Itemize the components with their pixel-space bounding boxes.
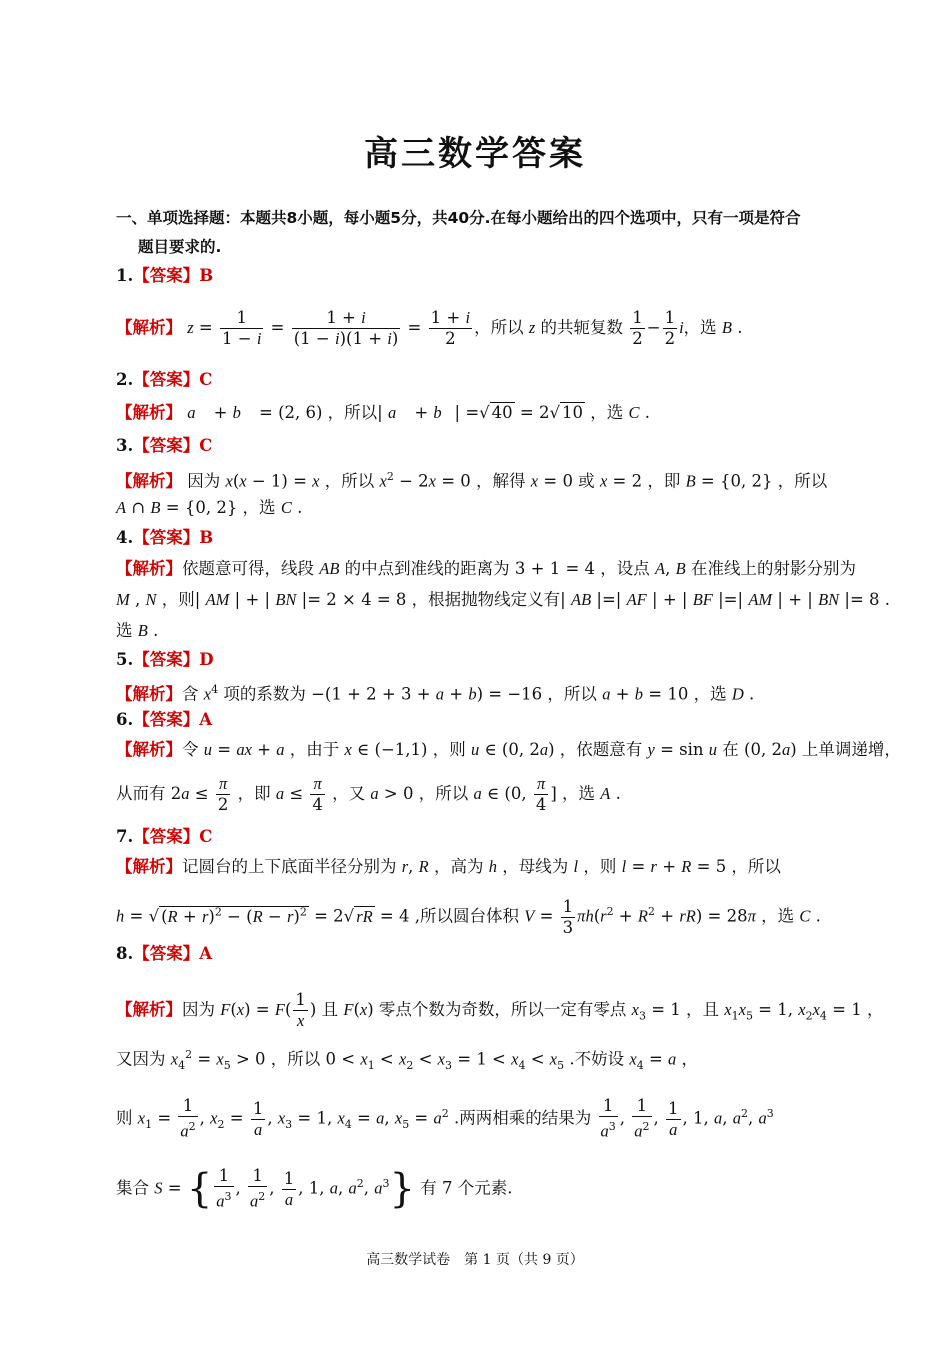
q5-analysis: 【解析】含 $x^4$ 项的系数为 −(1 + 2 + 3 + a + b) = −16 ，所以 a + b = 10 ，选 D .	[116, 683, 755, 704]
q1-answer-line	[116, 265, 836, 287]
q1-analysis: 【解析】 z = $\frac{1}{1 - i}$ = $\frac{1 + i}{(1 - i)(1 + i)}$ = $\frac{1 + i}{2}$ ，所以 z 的共轭复数 $\frac{1}{2}$ − $\frac{1}{2}$ i，选 B .	[116, 308, 743, 348]
q6-answer: A	[199, 710, 213, 729]
q8-answer-line: 8.【答案】A	[116, 944, 213, 963]
q4-analysis-cont: M , N ，则| AM | + | BN |= 2 × 4 = 8 ，根据抛物线定义有| AB |=| AF | + | BF |=| AM | + | BN |= 8 .	[116, 590, 891, 609]
q8-answer: A	[199, 944, 213, 963]
section-heading: 一、单项选择题：本题共8小题，每小题5分，共40分.在每小题给出的四个选项中，只有一项是符合	[116, 209, 801, 227]
q6-analysis-cont: 从而有 2a ≤ $\frac{\pi}{2}$ ，即 a ≤ $\frac{\pi}{4}$ ，又 a > 0 ，所以 a ∈ (0, $\frac{\pi}{4}$ ] ，选 A .	[116, 774, 621, 814]
page-title: 高三数学答案	[364, 134, 586, 174]
q6-answer-line: 6.【答案】A	[116, 710, 213, 729]
q3-analysis-cont: A ∩ B = {0, 2} ，选 C .	[116, 498, 303, 517]
q2-analysis: 【解析】 a⃗ + b⃗ = (2, 6) ，所以| a⃗ + b⃗| =√ 40 = 2√ 10 ，选 C .	[116, 403, 651, 422]
section-heading-cont: 题目要求的.	[138, 238, 222, 256]
analysis-label: 【解析】	[116, 318, 182, 337]
q1-answer: B	[199, 266, 214, 285]
q5-answer: D	[199, 650, 214, 669]
answer-label: 【答案】	[133, 266, 200, 285]
q3-answer-line: 3.【答案】C	[116, 436, 213, 455]
q4-answer-line: 4.【答案】B	[116, 528, 214, 547]
q5-answer-line: 5.【答案】D	[116, 650, 214, 669]
q3-answer: C	[199, 436, 213, 455]
page-footer: 高三数学试卷 第 1 页（共 9 页）	[366, 1252, 584, 1268]
q4-analysis: 【解析】依题意可得，线段 AB 的中点到准线的距离为 3 + 1 = 4 ，设点 A, B 在准线上的射影分别为	[116, 559, 856, 578]
q7-answer: C	[199, 827, 213, 846]
q4-analysis-end: 选 B .	[116, 621, 159, 640]
q7-answer-line: 7.【答案】C	[116, 827, 213, 846]
q8-analysis-cont2: 则 $x_1$ = $\frac{1}{a^2}$ , $x_2$ = $\frac{1}{a}$ , $x_3 = 1$, $x_4 = a$, $x_5 = a^2$ .两两相乘的结果为 $\frac{1}{a^3}$ , $\frac{1}{a^2}$ , $\frac{1}{a}$ , 1, a, $a^2$, $a^3$	[116, 1096, 774, 1141]
q8-analysis: 【解析】因为 F(x) = F( $\frac{1}{x}$ ) 且 F(x) 零点个数为奇数，所以一定有零点 $x_3 = 1$ ，且 $x_1x_5 = 1$, $x_2x_4 = 1$ ，	[116, 990, 884, 1030]
q4-answer: B	[199, 528, 214, 547]
q8-analysis-cont3: 集合 S = { $\frac{1}{a^3}$ , $\frac{1}{a^2}$ , $\frac{1}{a}$ , 1, a, $a^2$, $a^3$} 有 7 个元素.	[116, 1166, 513, 1212]
q2-answer: C	[199, 370, 213, 389]
q6-analysis: 【解析】令 u = ax + a ，由于 x ∈ (−1,1) ，则 u ∈ (0, 2a) ，依题意有 y = sin u 在 (0, 2a) 上单调递增，	[116, 740, 901, 759]
q8-analysis-cont1: 又因为 $x_4^2 = x_5 > 0$ ，所以 $0 < x_1 < x_2 < x_3 = 1 < x_4 < x_5$ .不妨设 $x_4 = a$ ，	[116, 1048, 699, 1072]
q1-number: 1.	[116, 266, 134, 285]
q7-analysis: 【解析】记圆台的上下底面半径分别为 r, R ，高为 h ，母线为 l ，则 l = r + R = 5 ，所以	[116, 857, 781, 876]
q2-answer-line: 2.【答案】C	[116, 370, 213, 389]
q7-analysis-cont: h = √ $(R + r)^2 - (R - r)^2 = 2√$ rR = 4 ,所以圆台体积 V = $\frac{1}{3}$ $\pi h(r^2 + R^2 + rR) = 28\pi$ ，选 C .	[116, 896, 821, 937]
q3-analysis: 【解析】 因为 x(x − 1) = x ，所以 $x^2 - 2x = 0$ ，解得 x = 0 或 x = 2 ，即 B = {0, 2} ，所以	[116, 470, 828, 491]
